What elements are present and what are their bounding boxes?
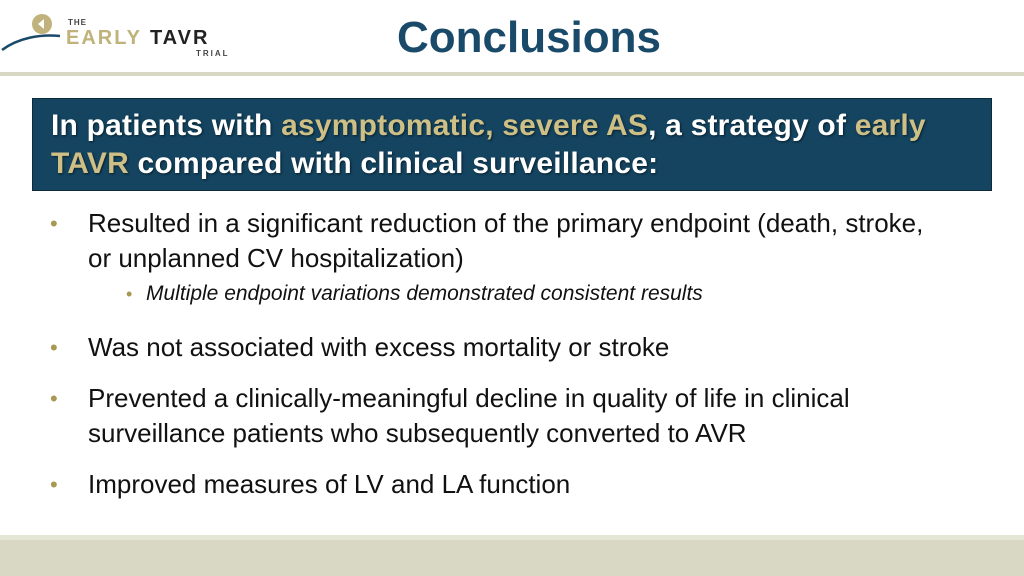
list-item-text: Resulted in a significant reduction of the primary endpoint (death, stroke, or unplanned CV hospitalization)	[88, 208, 924, 273]
footer-bar	[0, 535, 1024, 576]
conclusions-list	[48, 206, 948, 502]
sub-list-item-text: Multiple endpoint variations demonstrated consistent results	[146, 282, 703, 305]
logo-early: EARLY	[66, 27, 142, 49]
logo-trial: TRIAL	[196, 49, 230, 58]
bullet-icon: •	[50, 211, 58, 236]
sub-bullet-icon: •	[126, 284, 133, 304]
bullet-icon: •	[50, 335, 58, 360]
list-item	[48, 206, 948, 276]
list-item-text: Was not associated with excess mortality or stroke	[88, 332, 670, 362]
logo-the: THE	[68, 18, 87, 27]
list-item	[48, 381, 948, 451]
banner-text-part-2: , a strategy of	[648, 109, 855, 142]
header-divider	[0, 72, 1024, 76]
list-item-text: Improved measures of LV and LA function	[88, 469, 571, 499]
banner-text	[51, 107, 973, 183]
list-item-text: Prevented a clinically-meaningful decline in quality of life in clinical surveillance patients who subsequently converted to AVR	[88, 383, 850, 448]
bullet-icon: •	[50, 386, 58, 411]
banner-text-part-1: In patients with	[51, 109, 282, 142]
banner-highlight-early-tavr: early TAVR	[51, 109, 926, 180]
banner-highlight-asymptomatic: asymptomatic, severe AS	[281, 109, 649, 142]
page-title: Conclusions	[396, 13, 662, 62]
bullet-icon: •	[50, 472, 58, 497]
logo-tavr: TAVR	[149, 27, 210, 49]
list-item	[48, 330, 948, 365]
banner-text-part-3: compared with clinical surveillance:	[129, 147, 659, 180]
summary-banner	[32, 98, 992, 191]
sub-list-item	[48, 280, 948, 308]
list-item	[48, 467, 948, 502]
